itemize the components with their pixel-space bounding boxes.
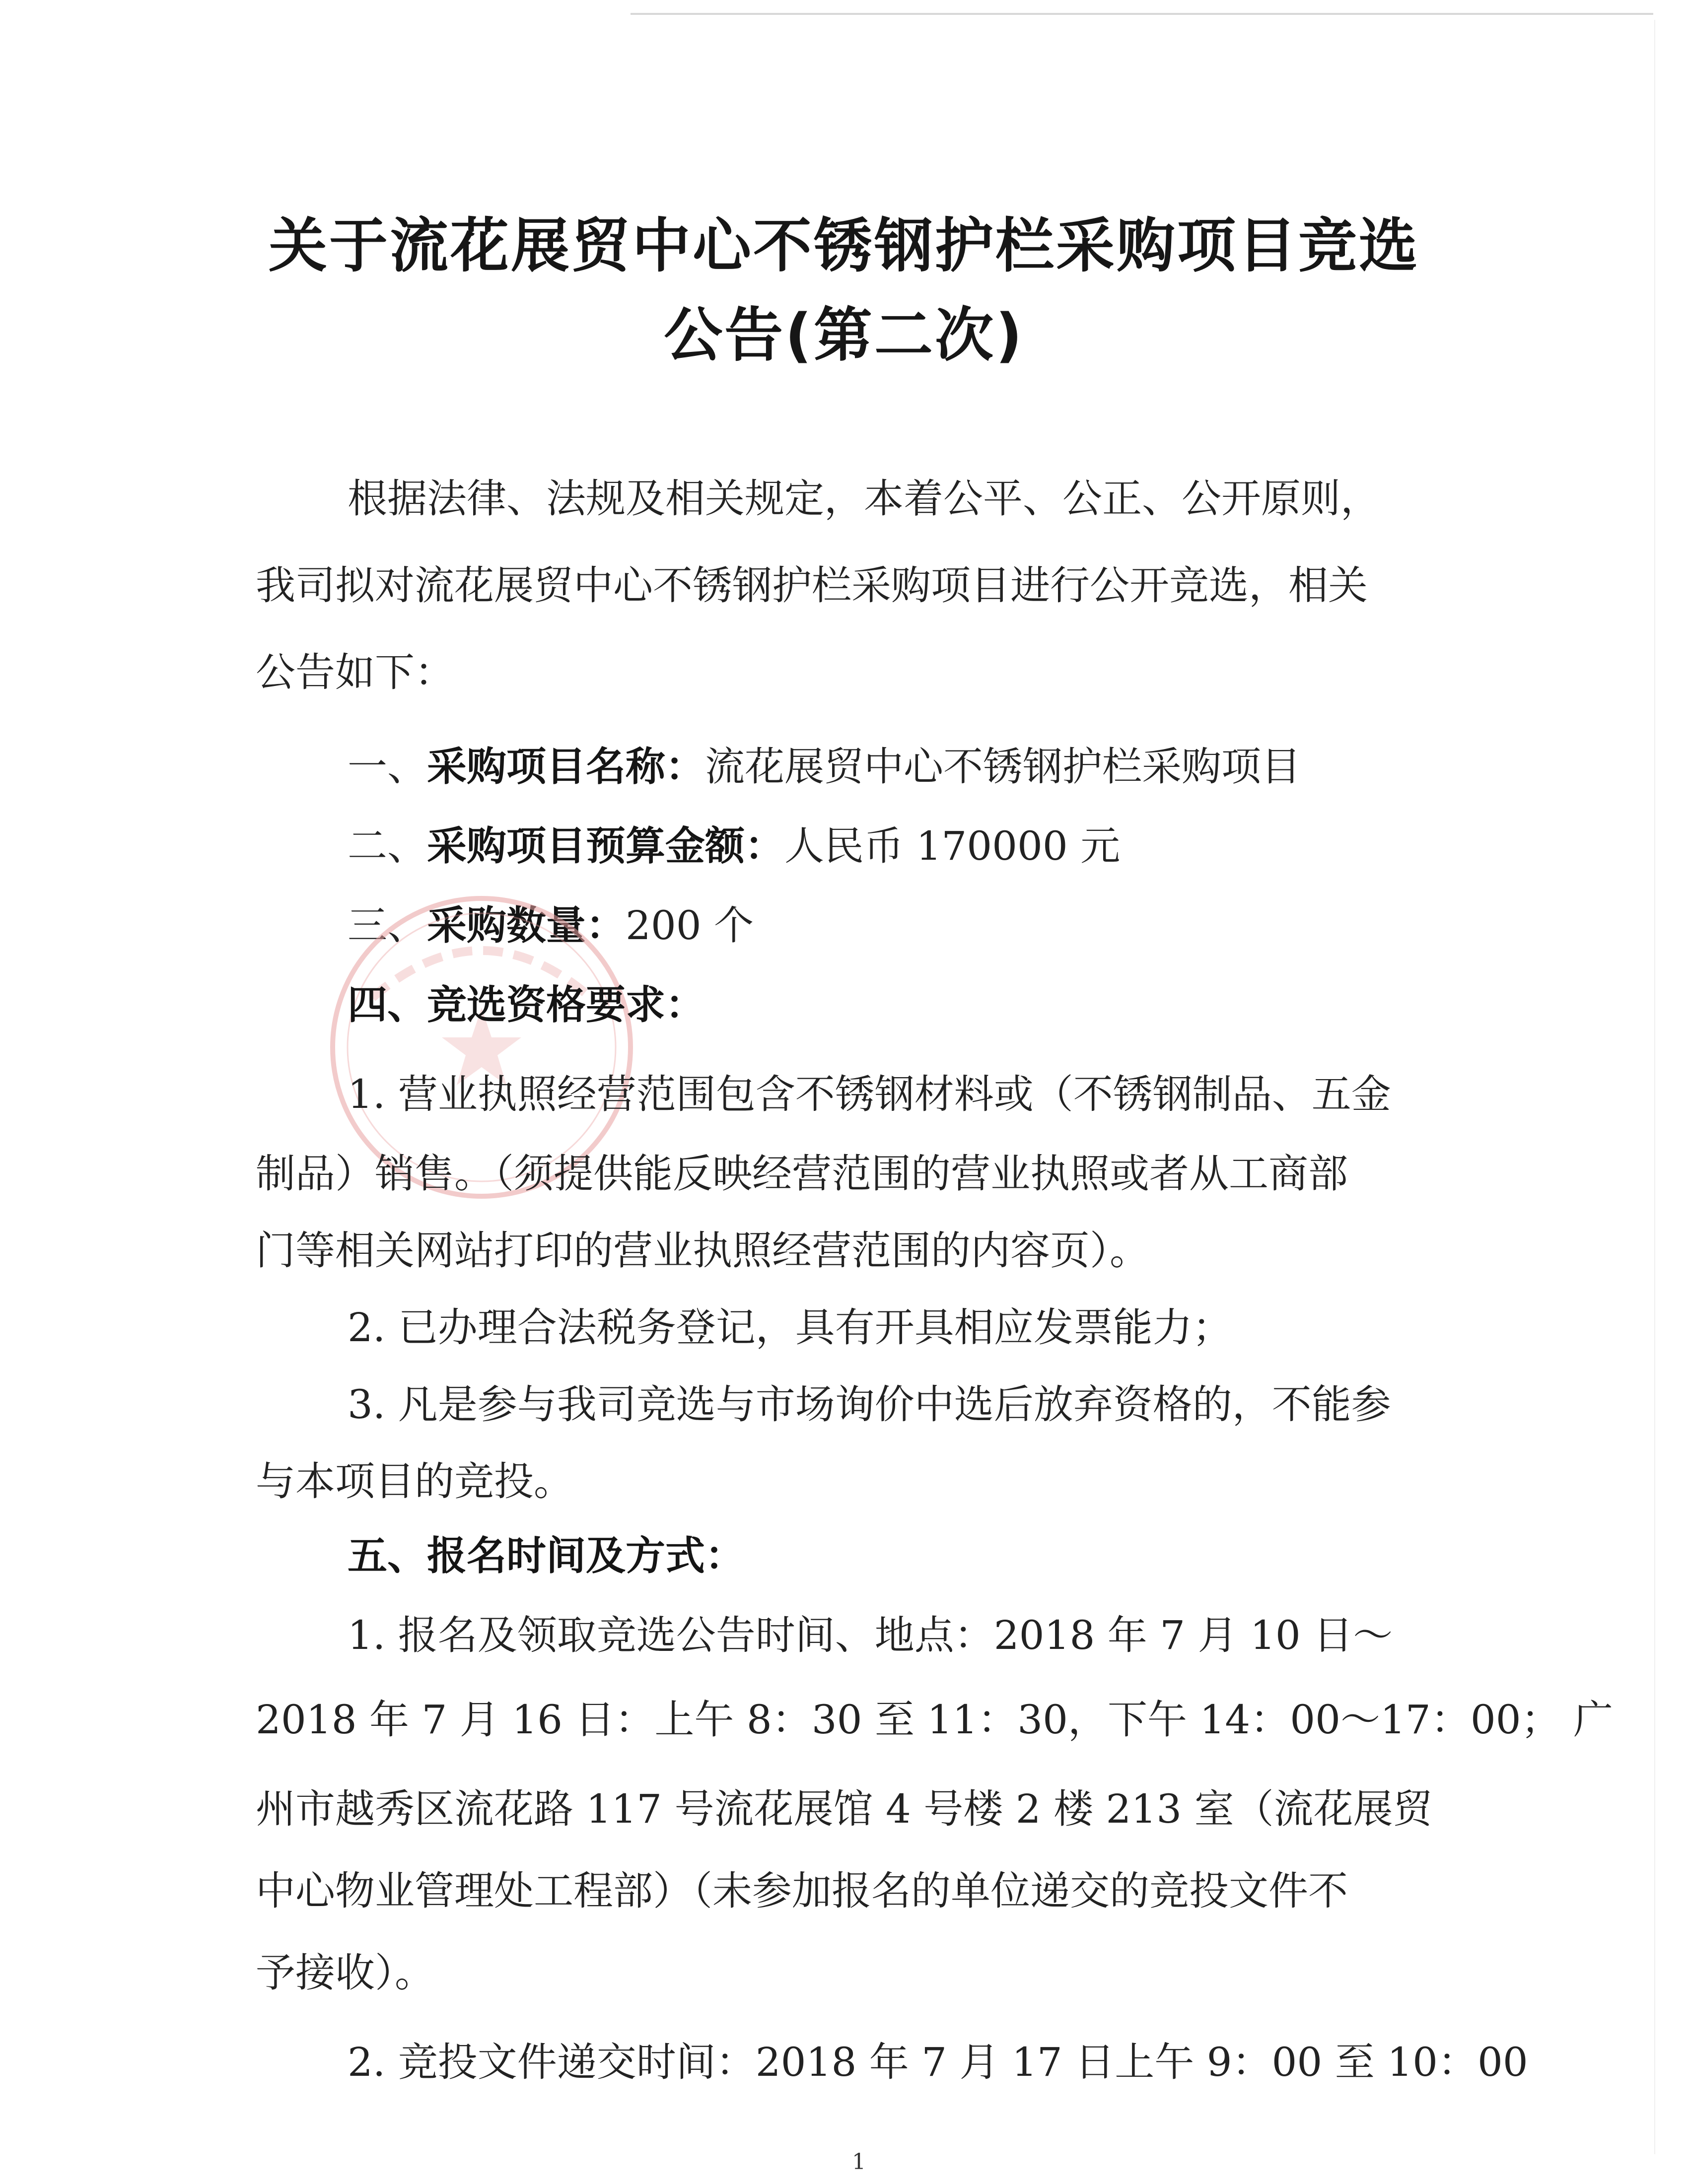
section-4-p1-line-3: 门等相关网站打印的营业执照经营范围的内容页）。 — [256, 1228, 1149, 1274]
section-5-heading: 五、报名时间及方式： — [348, 1533, 745, 1579]
intro-line-3: 公告如下： — [256, 649, 454, 695]
item-1-label: 采购项目名称： — [427, 744, 705, 790]
item-2-label: 采购项目预算金额： — [427, 823, 784, 869]
item-budget — [348, 814, 1120, 871]
scan-edge-line — [1654, 20, 1655, 2154]
section-4-p3-line-1: 3. 凡是参与我司竞选与市场询价中选后放弃资格的，不能参 — [348, 1381, 1391, 1428]
document-title-line-1: 关于流花展贸中心不锈钢护栏采购项目竞选 — [268, 211, 1419, 280]
section-5-p1-line-5: 予接收）。 — [256, 1950, 434, 1996]
section-5-p1-line-2: 2018 年 7 月 16 日：上午 8：30 至 11：30，下午 14：00～17：00； 广 — [256, 1697, 1614, 1743]
section-5-p1-line-1: 1. 报名及领取竞选公告时间、地点：2018 年 7 月 10 日～ — [348, 1612, 1393, 1658]
item-2-prefix: 二、 — [348, 823, 427, 869]
section-5-p2-line-1: 2. 竞投文件递交时间：2018 年 7 月 17 日上午 9：00 至 10：00 — [348, 2039, 1528, 2085]
section-4-heading: 四、竞选资格要求： — [348, 982, 705, 1028]
document-title-line-2: 公告(第二次) — [664, 301, 1024, 369]
page-number: 1 — [852, 2149, 866, 2175]
item-3-label: 采购数量： — [427, 902, 626, 949]
section-4-p3-line-2: 与本项目的竞投。 — [256, 1458, 573, 1504]
section-5-p1-line-3: 州市越秀区流花路 117 号流花展馆 4 号楼 2 楼 213 室（流花展贸 — [256, 1786, 1433, 1832]
item-1-value: 流花展贸中心不锈钢护栏采购项目 — [705, 744, 1301, 790]
section-4-p1-line-1: 1. 营业执照经营范围包含不锈钢材料或（不锈钢制品、五金 — [348, 1071, 1391, 1117]
intro-line-2: 我司拟对流花展贸中心不锈钢护栏采购项目进行公开竞选，相关 — [256, 562, 1368, 609]
scan-artifact-line — [631, 13, 1653, 15]
section-5-p1-line-4: 中心物业管理处工程部）（未参加报名的单位递交的竞投文件不 — [256, 1868, 1348, 1914]
intro-line-1: 根据法律、法规及相关规定，本着公平、公正、公开原则， — [348, 476, 1380, 522]
item-2-value: 人民币 170000 元 — [784, 823, 1121, 869]
item-1-prefix: 一、 — [348, 744, 427, 790]
item-project-name — [348, 735, 1301, 792]
item-3-value: 200 个 — [626, 902, 754, 949]
section-4-p1-line-2: 制品）销售。（须提供能反映经营范围的营业执照或者从工商部 — [256, 1151, 1348, 1197]
item-3-prefix: 三、 — [348, 902, 427, 949]
section-4-p2-line-1: 2. 已办理合法税务登记，具有开具相应发票能力； — [348, 1304, 1232, 1351]
item-quantity — [348, 893, 754, 951]
